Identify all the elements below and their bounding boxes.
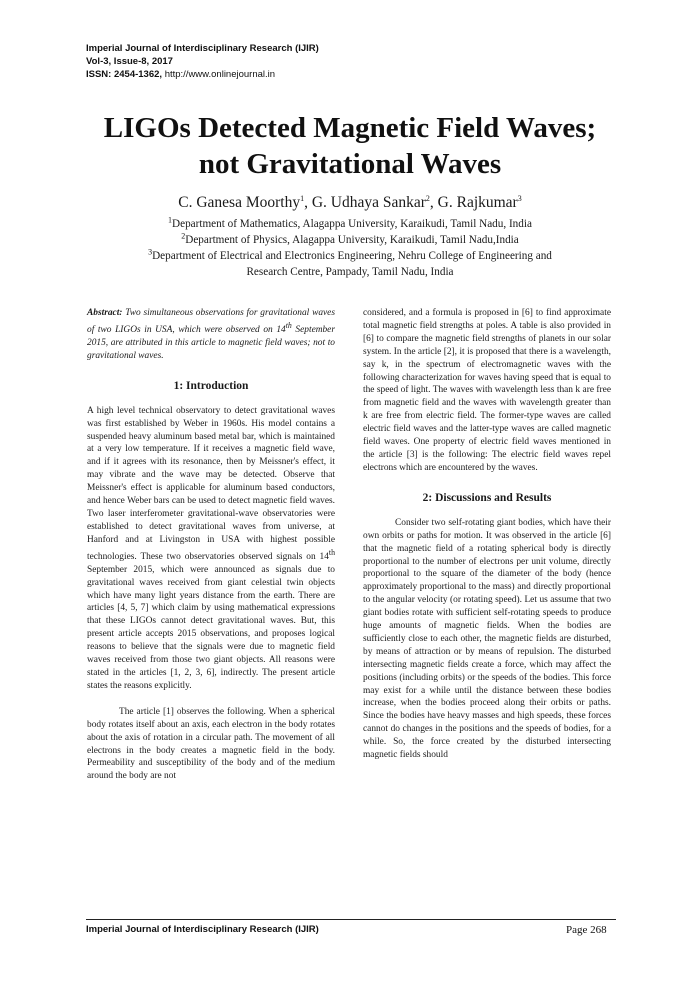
intro-paragraph-2: The article [1] observes the following. When a spherical body rotates itself about an axis, each electron in the body rotates about the axis of rotation in a circular path. The movement of all electrons in the body creates a magnetic field in the body. Permeability and susceptibility of the body and of the medium around the body are not xyxy=(87,706,335,782)
journal-issn-line xyxy=(86,68,486,81)
author-1-sup: 1 xyxy=(300,193,305,203)
footer-rule xyxy=(86,919,616,920)
journal-url[interactable]: http://www.onlinejournal.in xyxy=(164,69,276,80)
paragraph-spacer xyxy=(87,693,335,706)
author-2-sup: 2 xyxy=(425,193,430,203)
intro-paragraph-2-continued: considered, and a formula is proposed in [6] to find approximate total magnetic field strengths at poles. A table is also provided in [6] to compare the magnetic field strengths of planets in our solar system. In the article [2], it is proposed that there is a wavelength, say k, in the spectrum of electromagnetic waves with the following characterization for waves having speed that is equal to the speed of light. The waves with wavelength less than k are free from magnetic field and the waves with wavelength greater than k are free from electric field. The former-type waves are called electric field waves and the latter-type waves are called magnetic field waves. One property of electric field waves mentioned in the article [3] is the following: The electric field waves repel electrons which are encountered by the waves. xyxy=(363,308,611,473)
affiliation-1-sup: 1 xyxy=(168,215,173,225)
intro-paragraph-1 xyxy=(87,405,335,693)
author-3-sup: 3 xyxy=(517,193,522,203)
abstract xyxy=(87,307,335,363)
affiliation-3 xyxy=(70,248,630,264)
journal-name: Imperial Journal of Interdisciplinary Research (IJIR) xyxy=(86,43,319,54)
section-heading-introduction: 1: Introduction xyxy=(173,379,249,392)
affiliation-2-sup: 2 xyxy=(181,231,186,241)
affiliation-2-text: Department of Physics, Alagappa University, Karaikudi, Tamil Nadu,India xyxy=(185,234,519,246)
title-line-2: not Gravitational Waves xyxy=(198,148,502,180)
journal-volume: Vol-3, Issue-8, 2017 xyxy=(86,56,173,67)
intro-paragraph-1-b: September 2015, which were announced as signals due to gravitational waves received from giant celestial twin objects which have many light years distance from the earth. There are articles [4, 5, 7] which claim by using mathematical expressions that these LIGOs cannot detect gravitational waves. But, this present article accepts 2015 observations, and proposes logical reasons to believe that the signals were due to magnetic field waves received from those two giant objects. All reasons were stated in the articles [1, 2, 3, 6], indirectly. The present article states the reasons explicitly. xyxy=(87,564,335,691)
author-1: C. Ganesa Moorthy xyxy=(178,194,301,211)
discussion-paragraph-1: Consider two self-rotating giant bodies, which have their own orbits or paths for motion. It was observed in the article [6] that the magnetic field of a rotating spherical body is directly proportional to the number of electrons per unit volume, directly proportional to the square of the diameter of the body (hence approximately proportional to the mass) and directly proportional to the angular velocity (or rotating speed). Let us assume that two giant bodies rotate with sufficient self-rotating speeds to produce huge amounts of magnetic fields. When the bodies are sufficiently close to each other, the magnetic fields are disturbed, by means of attraction or by means of repulsion. The disturbed intersecting magnetic fields create a force, which may affect the positions (including orbits) or the speeds of the bodies. This force may exist for a while until the distance between these bodies increase, when the bodies proceed along their orbits or paths. Since the bodies have heavy masses and high speeds, these forces cannot do changes in the positions and the speeds of bodies, for a while. So, the force created by the disturbed intersecting magnetic fields should xyxy=(363,517,611,761)
title-line-1: LIGOs Detected Magnetic Field Waves; xyxy=(103,112,597,144)
author-2: G. Udhaya Sankar xyxy=(311,194,426,211)
author-3: G. Rajkumar xyxy=(437,194,518,211)
abstract-label: Abstract: xyxy=(87,308,123,318)
intro-paragraph-1-a: A high level technical observatory to detect gravitational waves was first established by Weber in 1960s. His model contains a suspended heavy aluminum based metal bar, which is maintained at a very low temperature. If it receives a magnetic field wave, and if it agrees with its resonance, then by Meissner's effect, it may vibrate and the wave may be detected. Observe that Meissner's effect is applicable for aluminum based conductors, and hence Weber bars can be used to detect magnetic field waves. Two laser interferometer gravitational-wave observatories were established to detect gravitational waves from universe, at Hanford and at Livingston in USA with highest possible technologies. These two observatories observed signals on 14 xyxy=(87,405,335,562)
intro-paragraph-1-sup: th xyxy=(328,547,335,557)
footer-journal: Imperial Journal of Interdisciplinary Research (IJIR) xyxy=(86,924,319,935)
page-number: Page 268 xyxy=(566,924,607,936)
affiliation-list xyxy=(70,216,630,280)
left-column xyxy=(87,307,335,783)
affiliation-3-text-cont: Research Centre, Pampady, Tamil Nadu, India xyxy=(246,266,454,278)
affiliation-1-text: Department of Mathematics, Alagappa University, Karaikudi, Tamil Nadu, India xyxy=(172,218,532,230)
author-sep: , xyxy=(304,194,312,211)
journal-header xyxy=(86,42,486,81)
affiliation-3-continued xyxy=(70,264,630,280)
affiliation-1 xyxy=(70,216,630,232)
abstract-text-b: September 2015, are attributed in this article to magnetic field waves; not to gravitational waves. xyxy=(87,325,335,361)
section-heading-discussions: 2: Discussions and Results xyxy=(422,491,552,504)
abstract-text-a: Two simultaneous observations for gravitational waves of two LIGOs in USA, which were observed on 14 xyxy=(87,308,335,336)
abstract-sup: th xyxy=(285,320,292,330)
journal-issn: ISSN: 2454-1362, xyxy=(86,69,163,80)
author-sep: , xyxy=(429,194,438,211)
affiliation-2 xyxy=(70,232,630,248)
paper-title xyxy=(60,110,640,182)
affiliation-3-text: Department of Electrical and Electronics Engineering, Nehru College of Engineering and xyxy=(152,250,552,262)
affiliation-3-sup: 3 xyxy=(148,247,153,257)
right-column xyxy=(363,307,611,762)
author-list xyxy=(60,193,640,213)
